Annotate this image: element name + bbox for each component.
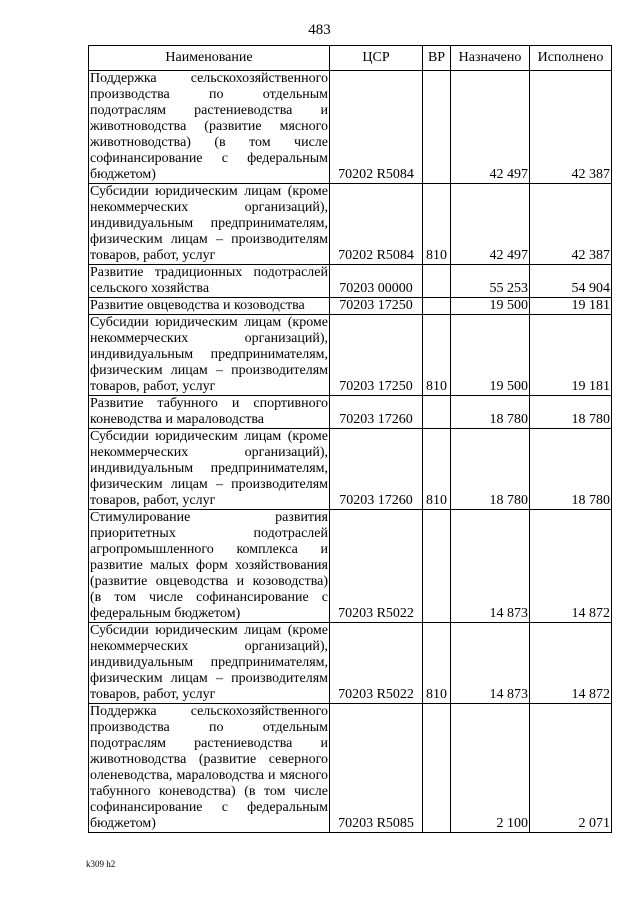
row-csr: 70203 17250 [330, 315, 423, 396]
table-header [89, 46, 612, 71]
row-assigned: 19 500 [451, 298, 530, 315]
table-row [89, 396, 612, 429]
row-name: Стимулирование развития приоритетных подотраслей агропромышленного комплекса и развитие малых форм хозяйствования (развитие овцеводства и козоводства) (в том числе софинансирование с федеральным бюджетом) [90, 510, 328, 621]
row-assigned: 18 780 [451, 396, 530, 429]
row-vr: 810 [423, 623, 451, 704]
row-name: Развитие овцеводства и козоводства [89, 298, 330, 315]
row-csr: 70202 R5084 [330, 184, 423, 265]
row-vr [423, 704, 451, 833]
row-assigned: 18 780 [451, 429, 530, 510]
row-csr: 70203 R5085 [330, 704, 423, 833]
row-vr [423, 265, 451, 298]
row-csr: 70203 17260 [330, 396, 423, 429]
row-executed: 19 181 [530, 315, 612, 396]
row-name: Развитие табунного и спортивного коневодства и мараловодства [90, 396, 328, 427]
row-csr: 70202 R5084 [330, 71, 423, 184]
table-row [89, 429, 612, 510]
row-name: Поддержка сельскохозяйственного производства по отдельным подотраслям растениеводства и животноводства (развитие мясного животноводства) (в том числе софинансирование с федеральным бюджетом) [90, 71, 328, 182]
row-csr: 70203 R5022 [330, 510, 423, 623]
table-row [89, 184, 612, 265]
page-number: 483 [308, 22, 331, 38]
row-csr: 70203 17250 [330, 298, 423, 315]
header-csr: ЦСР [330, 46, 423, 71]
row-assigned: 19 500 [451, 315, 530, 396]
row-csr: 70203 00000 [330, 265, 423, 298]
header-assigned: Назначено [451, 46, 530, 71]
table-row [89, 265, 612, 298]
row-assigned: 42 497 [451, 71, 530, 184]
row-vr [423, 71, 451, 184]
header-vr: ВР [423, 46, 451, 71]
row-csr: 70203 R5022 [330, 623, 423, 704]
header-executed: Исполнено [530, 46, 612, 71]
table-row [89, 704, 612, 833]
row-assigned: 42 497 [451, 184, 530, 265]
header-name: Наименование [89, 46, 330, 71]
row-vr [423, 396, 451, 429]
row-executed: 54 904 [530, 265, 612, 298]
row-executed: 42 387 [530, 71, 612, 184]
row-executed: 14 872 [530, 623, 612, 704]
row-csr: 70203 17260 [330, 429, 423, 510]
row-vr: 810 [423, 429, 451, 510]
row-name: Субсидии юридическим лицам (кроме некоммерческих организаций), индивидуальным предпринимателям, физическим лицам – производителям товаров, работ, услуг [90, 315, 328, 394]
table-body [89, 71, 612, 833]
row-executed: 18 780 [530, 396, 612, 429]
row-vr [423, 510, 451, 623]
row-vr [423, 298, 451, 315]
row-executed: 14 872 [530, 510, 612, 623]
row-vr: 810 [423, 184, 451, 265]
row-name: Субсидии юридическим лицам (кроме некоммерческих организаций), индивидуальным предпринимателям, физическим лицам – производителям товаров, работ, услуг [90, 429, 328, 508]
row-executed: 19 181 [530, 298, 612, 315]
budget-table [88, 45, 612, 833]
footer-code: k309 h2 [86, 859, 116, 869]
table-row [89, 71, 612, 184]
row-assigned: 2 100 [451, 704, 530, 833]
table-row [89, 315, 612, 396]
header-row [89, 46, 612, 71]
row-executed: 42 387 [530, 184, 612, 265]
row-name: Развитие традиционных подотраслей сельского хозяйства [90, 265, 328, 296]
row-assigned: 55 253 [451, 265, 530, 298]
table-row [89, 298, 612, 315]
row-executed: 2 071 [530, 704, 612, 833]
table-row [89, 510, 612, 623]
table-row [89, 623, 612, 704]
row-executed: 18 780 [530, 429, 612, 510]
row-name: Субсидии юридическим лицам (кроме некоммерческих организаций), индивидуальным предпринимателям, физическим лицам – производителям товаров, работ, услуг [90, 184, 328, 263]
row-assigned: 14 873 [451, 510, 530, 623]
row-assigned: 14 873 [451, 623, 530, 704]
row-name: Субсидии юридическим лицам (кроме некоммерческих организаций), индивидуальным предпринимателям, физическим лицам – производителям товаров, работ, услуг [90, 623, 328, 702]
row-name: Поддержка сельскохозяйственного производства по отдельным подотраслям растениеводства и животноводства (развитие северного оленеводства, мараловодства и мясного табунного коневодства) (в том числе софинансирование с федеральным бюджетом) [90, 704, 328, 831]
row-vr: 810 [423, 315, 451, 396]
